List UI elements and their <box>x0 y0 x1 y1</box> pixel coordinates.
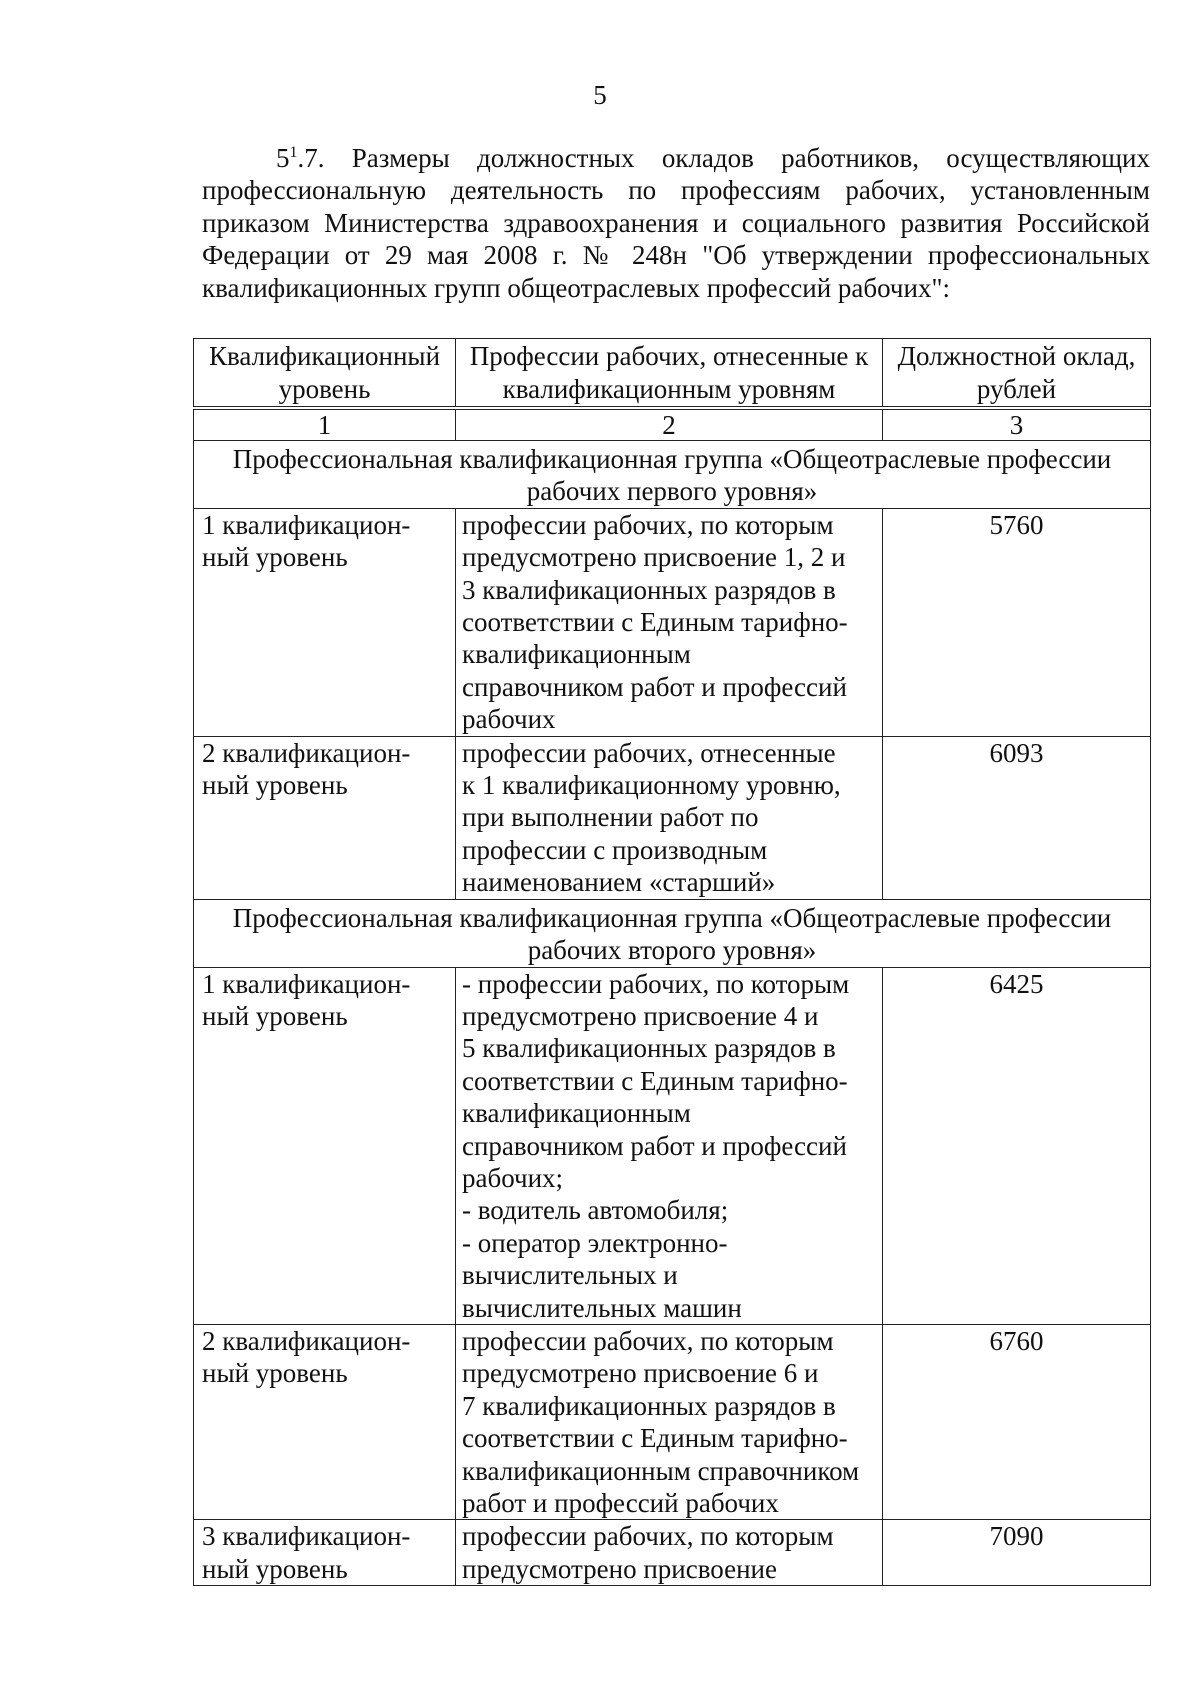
professions-line: квалификационным <box>462 639 691 670</box>
qualification-level <box>194 736 456 899</box>
section-superscript: 1 <box>289 144 298 161</box>
column-number: 2 <box>456 408 883 441</box>
professions-line: - водитель автомобиля; <box>462 1195 729 1226</box>
professions-line: рабочих <box>462 704 556 735</box>
table-row <box>194 967 1151 1324</box>
column-number-row <box>194 408 1151 441</box>
intro-text: Размеры должностных окладов работников, осуществляющих профессиональную деятельность по профессиям рабочих, установленным приказом Министерства здравоохранения и социального развития Российской Федерации от 29 мая 2008 г. № 248н "Об утверждении профессиональных квалификационных групп общеотраслевых профессий рабочих": <box>202 143 1150 303</box>
professions-cell <box>456 1520 883 1586</box>
header-salary: Должностной оклад, рублей <box>883 339 1151 409</box>
header-professions: Профессии рабочих, отнесенные к квалификационным уровням <box>456 339 883 409</box>
professions-line: профессии рабочих, по которым <box>462 509 834 540</box>
group-title-row <box>194 441 1151 509</box>
professions-cell <box>456 736 883 899</box>
table-row <box>194 736 1151 899</box>
intro-paragraph <box>202 142 1150 304</box>
professions-line: вычислительных машин <box>462 1292 742 1323</box>
professions-line: справочником работ и профессий <box>462 671 847 702</box>
professions-line: предусмотрено присвоение <box>462 1553 777 1584</box>
professions-line: - оператор электронно- <box>462 1227 728 1258</box>
table-header-row <box>194 339 1151 409</box>
qualification-level-line: 1 квалификацион- <box>202 968 411 999</box>
professions-line: наименованием «старший» <box>462 867 776 898</box>
professions-line: соответствии с Единым тарифно- <box>462 607 848 638</box>
column-number: 1 <box>194 408 456 441</box>
qualification-level-line: 1 квалификацион- <box>202 509 411 540</box>
professions-line: 3 квалификационных разрядов в <box>462 574 836 605</box>
qualification-level <box>194 1324 456 1519</box>
professions-line: квалификационным справочником <box>462 1455 860 1486</box>
qualification-level-line: 3 квалификацион- <box>202 1521 411 1552</box>
qualification-level-line: ный уровень <box>202 1358 348 1389</box>
professions-line: соответствии с Единым тарифно- <box>462 1423 848 1454</box>
professions-line: вычислительных и <box>462 1260 678 1291</box>
salary-value: 6425 <box>883 967 1151 1324</box>
professions-line: - профессии рабочих, по которым <box>462 968 850 999</box>
table-row <box>194 1520 1151 1586</box>
qualification-level-line: ный уровень <box>202 542 348 573</box>
professions-cell <box>456 508 883 736</box>
qualification-level <box>194 508 456 736</box>
qualification-level <box>194 1520 456 1586</box>
header-level: Квалификационный уровень <box>194 339 456 409</box>
professions-line: предусмотрено присвоение 6 и <box>462 1358 819 1389</box>
group-title: Профессиональная квалификационная группа «Общеотраслевые профессии рабочих первого уровня» <box>194 441 1151 509</box>
professions-line: работ и профессий рабочих <box>462 1488 779 1518</box>
qualification-level-line: 2 квалификацион- <box>202 1325 411 1356</box>
column-number: 3 <box>883 408 1151 441</box>
page-number: 5 <box>593 80 607 110</box>
professions-line: к 1 квалификационному уровню, <box>462 770 841 801</box>
professions-line: рабочих; <box>462 1162 564 1193</box>
professions-line: профессии рабочих, по которым <box>462 1521 834 1552</box>
professions-line: профессии рабочих, отнесенные <box>462 737 836 768</box>
section-number: 5 <box>276 143 290 173</box>
salary-table <box>193 338 1151 1586</box>
professions-line: 5 квалификационных разрядов в <box>462 1033 836 1064</box>
table-row <box>194 508 1151 736</box>
qualification-level-line: ный уровень <box>202 1000 348 1031</box>
professions-cell <box>456 967 883 1324</box>
salary-value: 6760 <box>883 1324 1151 1519</box>
professions-line: предусмотрено присвоение 1, 2 и <box>462 542 846 573</box>
group-title: Профессиональная квалификационная группа «Общеотраслевые профессии рабочих второго уровня» <box>194 899 1151 967</box>
qualification-level-line: ный уровень <box>202 770 348 801</box>
qualification-level-line: 2 квалификацион- <box>202 737 411 768</box>
professions-line: 7 квалификационных разрядов в <box>462 1390 836 1421</box>
salary-value: 6093 <box>883 736 1151 899</box>
professions-cell <box>456 1324 883 1519</box>
salary-value: 7090 <box>883 1520 1151 1586</box>
professions-line: соответствии с Единым тарифно- <box>462 1065 848 1096</box>
qualification-level-line: ный уровень <box>202 1553 348 1584</box>
group-title-row <box>194 899 1151 967</box>
section-suffix: .7. <box>297 143 325 173</box>
professions-line: при выполнении работ по <box>462 802 759 833</box>
table-row <box>194 1324 1151 1519</box>
professions-line: профессии с производным <box>462 834 768 865</box>
qualification-level <box>194 967 456 1324</box>
professions-line: квалификационным <box>462 1098 691 1129</box>
salary-value: 5760 <box>883 508 1151 736</box>
professions-line: справочником работ и профессий <box>462 1130 847 1161</box>
professions-line: профессии рабочих, по которым <box>462 1325 834 1356</box>
professions-line: предусмотрено присвоение 4 и <box>462 1000 819 1031</box>
